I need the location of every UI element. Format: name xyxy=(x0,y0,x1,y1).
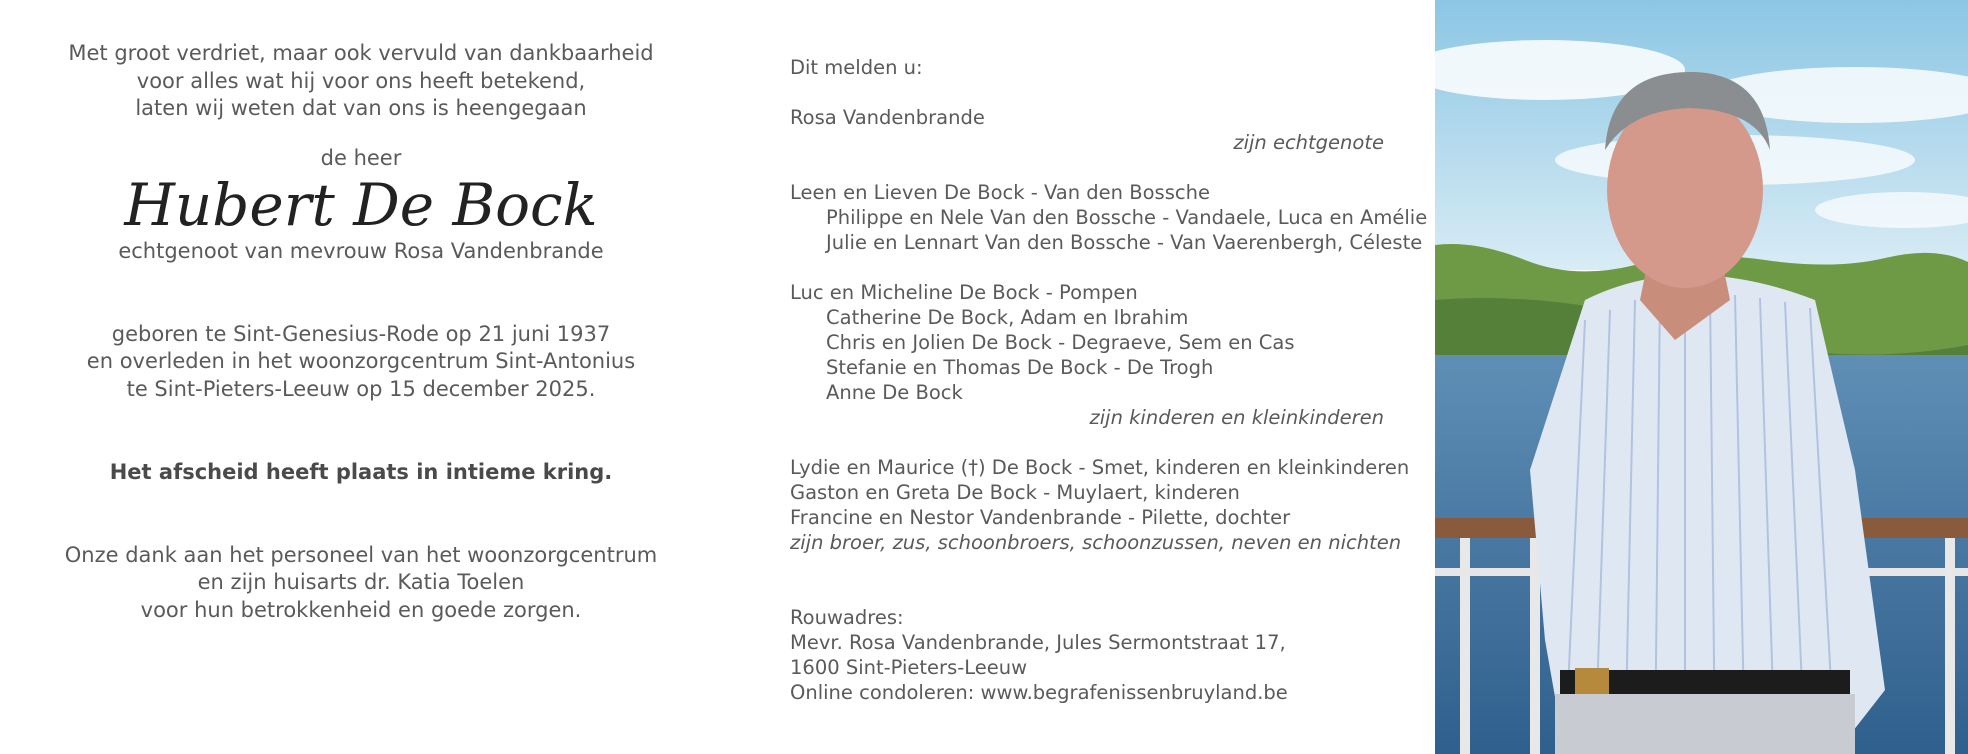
portrait-photo-svg xyxy=(1435,0,1968,754)
sibling-line: Gaston en Greta De Bock - Muylaert, kinderen xyxy=(790,481,1240,504)
spouse-relation: zijn echtgenote xyxy=(1233,131,1384,154)
railing-post xyxy=(1945,538,1955,754)
address-line: Mevr. Rosa Vandenbrande, Jules Sermontstraat 17, xyxy=(790,631,1286,654)
portrait-photo xyxy=(1435,0,1968,754)
left-column xyxy=(61,40,661,624)
intro-line: laten wij weten dat van ons is heengegaan xyxy=(135,96,587,120)
thanks-line: en zijn huisarts dr. Katia Toelen xyxy=(197,570,525,594)
sibling-line: Lydie en Maurice (†) De Bock - Smet, kinderen en kleinkinderen xyxy=(790,456,1410,479)
child-family-head: Luc en Micheline De Bock - Pompen xyxy=(790,281,1138,304)
spouse-line: echtgenoot van mevrouw Rosa Vandenbrande xyxy=(118,239,604,263)
grandchild-line: Catherine De Bock, Adam en Ibrahim xyxy=(826,306,1189,329)
trousers xyxy=(1555,694,1855,754)
siblings-relation: zijn broer, zus, schoonbroers, schoonzussen, neven en nichten xyxy=(790,531,1402,554)
announce: Dit melden u: xyxy=(790,56,923,79)
birth-death-line: geboren te Sint-Genesius-Rode op 21 juni 1937 xyxy=(111,321,611,346)
address-line: Rouwadres: xyxy=(790,606,904,629)
child-family-head: Leen en Lieven De Bock - Van den Bossche xyxy=(790,181,1210,204)
farewell-text: Het afscheid heeft plaats in intieme kring. xyxy=(109,460,613,484)
thanks-text xyxy=(61,542,661,625)
title: de heer xyxy=(320,145,402,170)
family-column xyxy=(790,55,1428,705)
grandchild-line: Stefanie en Thomas De Bock - De Trogh xyxy=(826,356,1214,379)
intro-line: Met groot verdriet, maar ook vervuld van dankbaarheid xyxy=(68,41,654,65)
grandchild-line: Anne De Bock xyxy=(826,381,963,404)
address-line: 1600 Sint-Pieters-Leeuw xyxy=(790,656,1028,679)
children-relation: zijn kinderen en kleinkinderen xyxy=(1089,406,1384,429)
address-line: Online condoleren: www.begrafenissenbruyland.be xyxy=(790,681,1288,704)
railing-post xyxy=(1460,538,1470,754)
intro-text xyxy=(61,40,661,123)
grandchild-line: Chris en Jolien De Bock - Degraeve, Sem en Cas xyxy=(826,331,1295,354)
belt-buckle xyxy=(1575,668,1609,696)
intro-line: voor alles wat hij voor ons heeft betekend, xyxy=(136,68,586,93)
name-signature: Hubert De Bock xyxy=(124,171,598,239)
birth-death xyxy=(61,321,661,404)
thanks-line: voor hun betrokkenheid en goede zorgen. xyxy=(140,597,582,622)
sibling-line: Francine en Nestor Vandenbrande - Pilette, dochter xyxy=(790,506,1291,529)
grandchild-line: Philippe en Nele Van den Bossche - Vandaele, Luca en Amélie xyxy=(826,206,1428,229)
birth-death-line: te Sint-Pieters-Leeuw op 15 december 2025. xyxy=(126,376,596,401)
birth-death-line: en overleden in het woonzorgcentrum Sint-Antonius xyxy=(86,349,636,373)
spouse-name: Rosa Vandenbrande xyxy=(790,106,985,129)
thanks-line: Onze dank aan het personeel van het woonzorgcentrum xyxy=(64,542,658,567)
grandchild-line: Julie en Lennart Van den Bossche - Van Vaerenbergh, Céleste xyxy=(826,231,1423,254)
railing-post xyxy=(1530,538,1540,754)
